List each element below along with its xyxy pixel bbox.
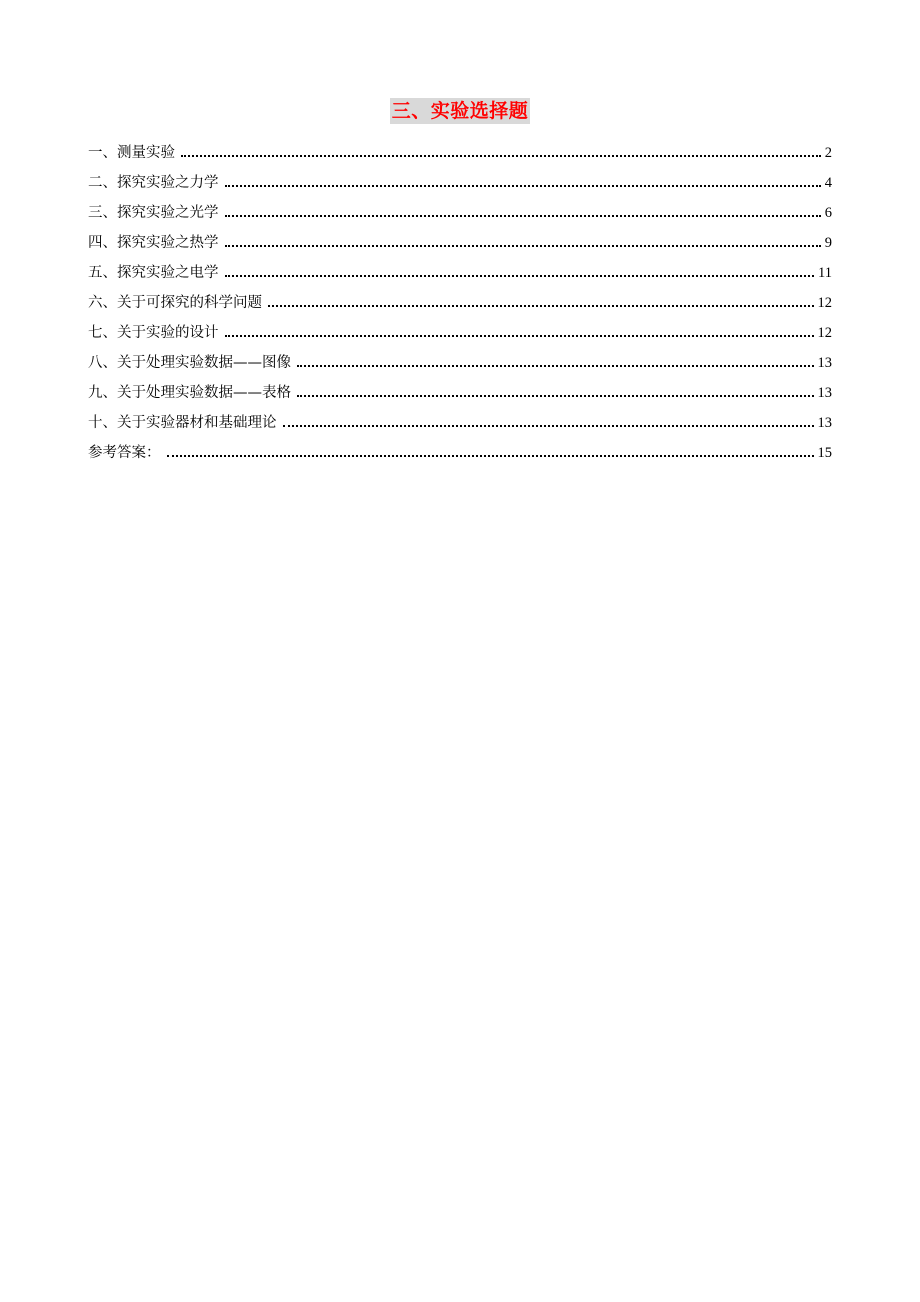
toc-entry-optics[interactable]: [88, 200, 832, 230]
toc-page-number: 13: [817, 415, 832, 431]
toc-entry-label: 一、测量实验: [88, 145, 175, 161]
toc-entry-label: 五、探究实验之电学: [88, 265, 219, 281]
toc-entry-data-graphs[interactable]: [88, 350, 832, 380]
toc-entry-electricity[interactable]: [88, 260, 832, 290]
toc-page-number: 4: [824, 175, 832, 191]
toc-dot-leader: [225, 335, 814, 337]
toc-entry-label: 四、探究实验之热学: [88, 235, 219, 251]
toc-entry-inquiry-questions[interactable]: [88, 290, 832, 320]
toc-dot-leader: [268, 305, 814, 307]
toc-entry-data-tables[interactable]: [88, 380, 832, 410]
toc-dot-leader: [225, 215, 821, 217]
toc-entry-label: 十、关于实验器材和基础理论: [88, 415, 277, 431]
toc-page-number: 11: [818, 265, 832, 281]
toc-dot-leader: [297, 395, 814, 397]
toc-page-number: 6: [824, 205, 832, 221]
toc-entry-equipment-theory[interactable]: [88, 410, 832, 440]
title-container: [0, 98, 920, 124]
document-title: 三、实验选择题: [391, 100, 529, 122]
toc-dot-leader: [167, 455, 814, 457]
toc-entry-label: 三、探究实验之光学: [88, 205, 219, 221]
toc-entry-label: 二、探究实验之力学: [88, 175, 219, 191]
toc-entry-answers[interactable]: [88, 440, 832, 470]
toc-page-number: 12: [817, 325, 832, 341]
toc-entry-experiment-design[interactable]: [88, 320, 832, 350]
toc-page-number: 12: [817, 295, 832, 311]
toc-dot-leader: [225, 185, 821, 187]
toc-dot-leader: [283, 425, 814, 427]
table-of-contents: [88, 140, 832, 470]
toc-page-number: 15: [817, 445, 832, 461]
toc-entry-label: 八、关于处理实验数据——图像: [88, 355, 291, 371]
toc-dot-leader: [297, 365, 814, 367]
toc-page-number: 13: [817, 355, 832, 371]
toc-entry-thermodynamics[interactable]: [88, 230, 832, 260]
toc-entry-label: 七、关于实验的设计: [88, 325, 219, 341]
toc-entry-label: 九、关于处理实验数据——表格: [88, 385, 291, 401]
toc-entry-label: 参考答案：: [88, 445, 161, 461]
toc-page-number: 9: [824, 235, 832, 251]
toc-entry-mechanics[interactable]: [88, 170, 832, 200]
toc-page-number: 13: [817, 385, 832, 401]
toc-entry-label: 六、关于可探究的科学问题: [88, 295, 262, 311]
toc-dot-leader: [181, 155, 821, 157]
toc-page-number: 2: [824, 145, 832, 161]
toc-dot-leader: [225, 245, 821, 247]
toc-entry-measurement[interactable]: [88, 140, 832, 170]
toc-dot-leader: [225, 275, 815, 277]
